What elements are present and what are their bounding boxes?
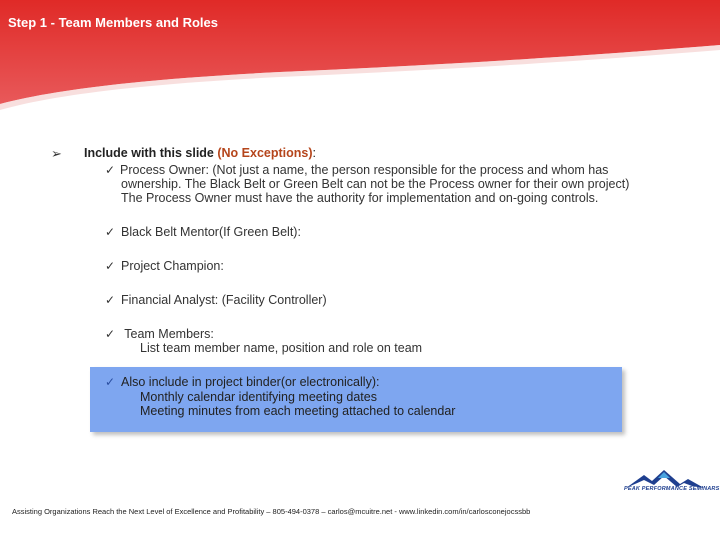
heading-suffix: :: [312, 146, 316, 160]
heading-highlight: (No Exceptions): [217, 146, 313, 160]
checkmark-icon: ✓: [105, 375, 116, 389]
heading-prefix: Include with this slide: [84, 146, 218, 160]
checkmark-icon: ✓: [105, 225, 116, 239]
process-owner-line-1: Process Owner: (Not just a name, the person responsible for the process and whom has: [120, 163, 609, 177]
binder-box-content: [103, 375, 618, 419]
checkmark-icon: ✓: [105, 163, 116, 177]
project-champion-text: Project Champion:: [121, 259, 224, 273]
arrow-bullet-icon: ➢: [51, 146, 62, 161]
list-item-process-owner: [84, 163, 704, 205]
process-owner-line-2: ownership. The Black Belt or Green Belt can not be the Process owner for their own project): [121, 177, 630, 191]
footer-text: Assisting Organizations Reach the Next Level of Excellence and Profitability – 805-494-0378 – carlos@mcuitre.net - www.linkedin.com/in/carlosconejocssbb: [12, 507, 531, 516]
list-item-project-champion: [84, 259, 704, 273]
binder-lead-text: Also include in project binder(or electronically):: [121, 375, 380, 389]
list-item-financial-analyst: [84, 293, 704, 307]
list-item-binder: [103, 375, 618, 419]
black-belt-mentor-text: Black Belt Mentor(If Green Belt):: [121, 225, 301, 239]
checkmark-icon: ✓: [105, 293, 116, 307]
financial-analyst-text: Financial Analyst: (Facility Controller): [121, 293, 327, 307]
header-banner: [0, 0, 720, 110]
list-item-team-members: [84, 327, 704, 355]
content-heading: [84, 146, 704, 160]
slide-content: [84, 146, 704, 355]
team-members-text: Team Members:: [121, 327, 214, 341]
logo-text: PEAK PERFORMANCE SEMINARS: [624, 486, 720, 492]
checkmark-icon: ✓: [105, 259, 116, 273]
team-members-sub-text: List team member name, position and role on team: [140, 341, 423, 355]
checkmark-icon: ✓: [105, 327, 116, 341]
binder-sub-line-1: Monthly calendar identifying meeting dates: [140, 389, 377, 404]
list-item-black-belt-mentor: [84, 225, 704, 239]
process-owner-line-3: The Process Owner must have the authority for implementation and on-going controls.: [121, 191, 599, 205]
mountain-logo-icon: [622, 466, 707, 498]
slide-title: Step 1 - Team Members and Roles: [8, 15, 218, 30]
binder-sub-line-2: Meeting minutes from each meeting attached to calendar: [140, 404, 456, 418]
